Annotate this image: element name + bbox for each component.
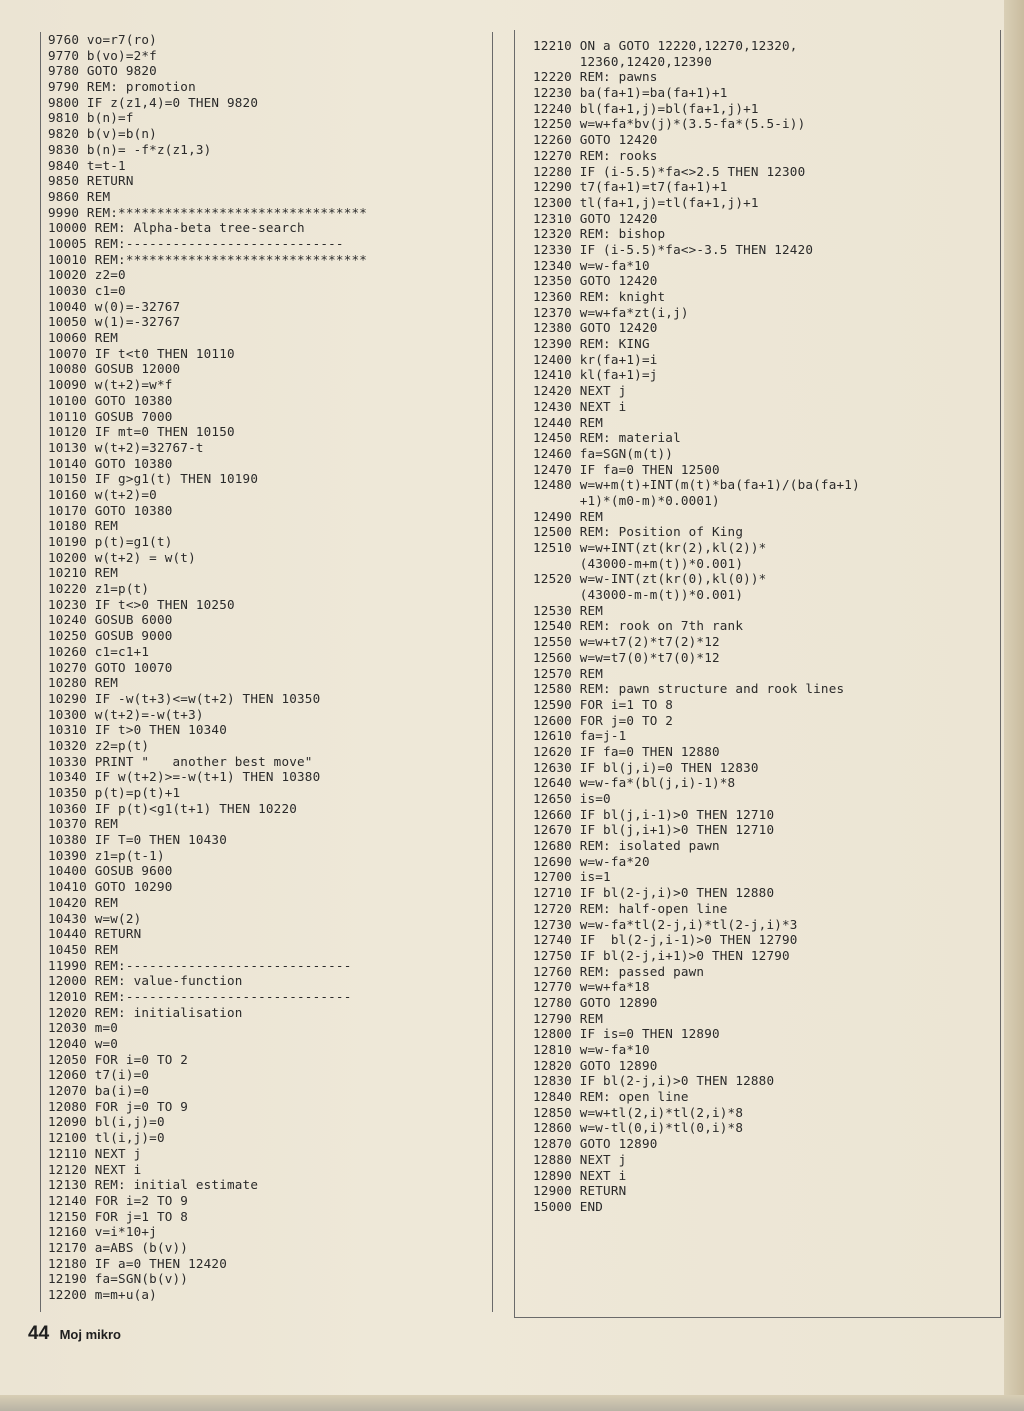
code-line: 12740 IF bl(2-j,i-1)>0 THEN 12790: [533, 932, 798, 948]
code-line: 12830 IF bl(2-j,i)>0 THEN 12880: [533, 1073, 775, 1089]
code-line: 10340 IF w(t+2)>=-w(t+1) THEN 10380: [48, 769, 321, 785]
code-line: 12230 ba(fa+1)=ba(fa+1)+1: [533, 85, 728, 101]
code-line: 12290 t7(fa+1)=t7(fa+1)+1: [533, 179, 728, 195]
code-line: 9760 vo=r7(ro): [48, 32, 157, 47]
code-line: 12040 w=0: [48, 1036, 119, 1051]
code-line: 12450 REM: material: [533, 430, 681, 446]
code-line: 12190 fa=SGN(b(v)): [48, 1271, 189, 1287]
code-line: 12310 GOTO 12420: [533, 210, 658, 226]
code-line: 9840 t=t-1: [48, 157, 126, 173]
code-line: 12270 REM: rooks: [533, 147, 658, 163]
code-line: 12620 IF fa=0 THEN 12880: [533, 743, 720, 759]
code-line: 9990 REM:********************************: [48, 204, 368, 220]
code-line: 10330 PRINT " another best move": [48, 753, 313, 769]
code-line: 10430 w=w(2): [48, 910, 142, 926]
code-line: 12510 w=w+INT(zt(kr(2),kl(2))*: [533, 540, 767, 555]
code-line: 12700 is=1: [533, 869, 611, 885]
code-line: (43000-m+m(t))*0.001): [533, 555, 744, 571]
code-line: 10160 w(t+2)=0: [48, 486, 157, 502]
code-line: 12880 NEXT j: [533, 1151, 627, 1167]
code-line: 12110 NEXT j: [48, 1145, 142, 1161]
code-line: 9780 GOTO 9820: [48, 63, 157, 79]
code-line: 12630 IF bl(j,i)=0 THEN 12830: [533, 759, 759, 775]
code-line: 12330 IF (i-5.5)*fa<>-3.5 THEN 12420: [533, 241, 814, 257]
code-line: 12800 IF is=0 THEN 12890: [533, 1026, 720, 1042]
code-line: 9850 RETURN: [48, 173, 134, 189]
code-line: 12360,12420,12390: [533, 53, 712, 69]
code-line: 10440 RETURN: [48, 926, 142, 942]
code-line: 12870 GOTO 12890: [533, 1136, 658, 1152]
right-box-bottom-line: [514, 1317, 1001, 1318]
code-line: 12240 bl(fa+1,j)=bl(fa+1,j)+1: [533, 100, 759, 116]
code-line: 9830 b(n)= -f*z(z1,3): [48, 141, 212, 157]
code-line: 12860 w=w-tl(0,i)*tl(0,i)*8: [533, 1120, 744, 1136]
code-line: 10380 IF T=0 THEN 10430: [48, 832, 227, 848]
code-line: 12890 NEXT i: [533, 1167, 627, 1183]
code-line: 12140 FOR i=2 TO 9: [48, 1192, 189, 1208]
code-line: 12090 bl(i,j)=0: [48, 1114, 165, 1130]
code-line: 12080 FOR j=0 TO 9: [48, 1098, 189, 1114]
code-line: 10005 REM:----------------------------: [48, 235, 344, 251]
code-line: 10250 GOSUB 9000: [48, 628, 173, 644]
code-line: 10300 w(t+2)=-w(t+3): [48, 706, 204, 722]
code-line: 12320 REM: bishop: [533, 226, 666, 242]
code-line: 12100 tl(i,j)=0: [48, 1130, 165, 1146]
code-line: 12550 w=w+t7(2)*t7(2)*12: [533, 634, 720, 650]
code-line: 12360 REM: knight: [533, 289, 666, 304]
code-line: 9790 REM: promotion: [48, 79, 196, 95]
code-line: 12690 w=w-fa*20: [533, 853, 650, 869]
code-line: 12340 w=w-fa*10: [533, 257, 650, 273]
code-line: 10120 IF mt=0 THEN 10150: [48, 424, 235, 440]
code-line: 10190 p(t)=g1(t): [48, 534, 173, 549]
code-line: 9860 REM: [48, 188, 111, 204]
code-line: 12440 REM: [533, 414, 604, 430]
code-line: 12600 FOR j=0 TO 2: [533, 712, 674, 728]
code-line: 10240 GOSUB 6000: [48, 612, 173, 628]
code-line: 12900 RETURN: [533, 1183, 627, 1199]
code-line: 10180 REM: [48, 518, 119, 534]
code-line: 10050 w(1)=-32767: [48, 314, 181, 330]
code-line: 12200 m=m+u(a): [48, 1287, 157, 1302]
code-line: 12540 REM: rook on 7th rank: [533, 618, 744, 634]
code-line: 12070 ba(i)=0: [48, 1083, 150, 1099]
code-line: 12180 IF a=0 THEN 12420: [48, 1255, 227, 1271]
code-line: 10350 p(t)=p(t)+1: [48, 785, 181, 800]
code-line: 9820 b(v)=b(n): [48, 126, 157, 142]
code-line: 12170 a=ABS (b(v)): [48, 1239, 189, 1255]
code-line: 12220 REM: pawns: [533, 69, 658, 85]
code-line: 12850 w=w+tl(2,i)*tl(2,i)*8: [533, 1104, 744, 1120]
page-edge-bottom: [0, 1395, 1024, 1411]
code-line: 12520 w=w-INT(zt(kr(0),kl(0))*: [533, 571, 767, 587]
listing-left-column: [48, 32, 488, 1303]
code-line: 12120 NEXT i: [48, 1161, 142, 1177]
left-border-line: [40, 32, 41, 1312]
code-line: 10020 z2=0: [48, 267, 126, 283]
code-line: 12500 REM: Position of King: [533, 524, 744, 540]
code-line: 10030 c1=0: [48, 283, 126, 298]
code-line: 12000 REM: value-function: [48, 973, 243, 989]
code-line: 12530 REM: [533, 602, 604, 618]
code-line: 10320 z2=p(t): [48, 737, 150, 753]
code-line: 12710 IF bl(2-j,i)>0 THEN 12880: [533, 885, 775, 901]
code-line: 12760 REM: passed pawn: [533, 963, 705, 979]
code-line: 10410 GOTO 10290: [48, 879, 173, 895]
code-line: 10310 IF t>0 THEN 10340: [48, 722, 227, 738]
code-line: 10000 REM: Alpha-beta tree-search: [48, 220, 305, 236]
code-line: 10150 IF g>g1(t) THEN 10190: [48, 471, 259, 487]
code-line: 12650 is=0: [533, 791, 611, 806]
code-line: 12580 REM: pawn structure and rook lines: [533, 681, 845, 697]
column-divider-line: [492, 32, 493, 1312]
code-line: 12840 REM: open line: [533, 1089, 689, 1105]
code-line: 12820 GOTO 12890: [533, 1057, 658, 1073]
code-line: 10070 IF t<t0 THEN 10110: [48, 345, 235, 361]
code-line: 10390 z1=p(t-1): [48, 847, 165, 863]
code-line: 12750 IF bl(2-j,i+1)>0 THEN 12790: [533, 947, 790, 963]
code-line: 10090 w(t+2)=w*f: [48, 377, 173, 393]
code-line: 12390 REM: KING: [533, 336, 650, 352]
code-line: 12810 w=w-fa*10: [533, 1042, 650, 1057]
code-line: 10230 IF t<>0 THEN 10250: [48, 596, 235, 612]
code-line: 12720 REM: half-open line: [533, 900, 728, 916]
code-line: 12430 NEXT i: [533, 398, 627, 414]
code-line: 12780 GOTO 12890: [533, 994, 658, 1010]
code-line: 12680 REM: isolated pawn: [533, 838, 720, 854]
code-line: 10010 REM:*******************************: [48, 251, 368, 267]
code-line: 12150 FOR j=1 TO 8: [48, 1208, 189, 1224]
code-line: 12730 w=w-fa*tl(2-j,i)*tl(2-j,i)*3: [533, 916, 798, 932]
code-line: 10210 REM: [48, 565, 119, 581]
code-line: 10270 GOTO 10070: [48, 659, 173, 675]
code-line: 10130 w(t+2)=32767-t: [48, 439, 204, 455]
code-line: 10140 GOTO 10380: [48, 455, 173, 471]
code-line: 12210 ON a GOTO 12220,12270,12320,: [533, 38, 798, 53]
code-line: 12670 IF bl(j,i+1)>0 THEN 12710: [533, 822, 775, 838]
code-line: 9800 IF z(z1,4)=0 THEN 9820: [48, 94, 259, 110]
code-line: 12130 REM: initial estimate: [48, 1177, 259, 1193]
code-line: 12660 IF bl(j,i-1)>0 THEN 12710: [533, 806, 775, 822]
code-line: 12400 kr(fa+1)=i: [533, 351, 658, 367]
code-line: 12770 w=w+fa*18: [533, 979, 650, 995]
code-line: 10170 GOTO 10380: [48, 502, 173, 518]
code-line: 10100 GOTO 10380: [48, 392, 173, 408]
code-line: 10060 REM: [48, 330, 119, 346]
code-line: 10220 z1=p(t): [48, 581, 150, 597]
listing-right-column: [533, 38, 1003, 1215]
code-line: 10400 GOSUB 9600: [48, 863, 173, 879]
code-line: 12060 t7(i)=0: [48, 1067, 150, 1083]
code-line: 10280 REM: [48, 675, 119, 691]
code-line: 12020 REM: initialisation: [48, 1004, 243, 1020]
code-line: +1)*(m0-m)*0.0001): [533, 492, 720, 508]
page-edge-right: [1004, 0, 1024, 1411]
code-line: 12250 w=w+fa*bv(j)*(3.5-fa*(5.5-i)): [533, 116, 806, 132]
code-line: 12160 v=i*10+j: [48, 1224, 157, 1240]
code-line: 12460 fa=SGN(m(t)): [533, 445, 674, 461]
code-line: 12470 IF fa=0 THEN 12500: [533, 461, 720, 477]
code-line: 12790 REM: [533, 1010, 604, 1026]
code-line: 12490 REM: [533, 508, 604, 524]
page-number: 44: [28, 1323, 50, 1344]
code-line: 12380 GOTO 12420: [533, 320, 658, 336]
code-line: 12420 NEXT j: [533, 383, 627, 399]
code-line: 12640 w=w-fa*(bl(j,i)-1)*8: [533, 775, 736, 791]
code-line: 10080 GOSUB 12000: [48, 361, 181, 377]
code-line: 12370 w=w+fa*zt(i,j): [533, 304, 689, 320]
code-line: 12560 w=w=t7(0)*t7(0)*12: [533, 649, 720, 665]
code-line: 15000 END: [533, 1198, 604, 1214]
code-line: 12300 tl(fa+1,j)=tl(fa+1,j)+1: [533, 194, 759, 210]
code-line: 12260 GOTO 12420: [533, 132, 658, 148]
code-line: 10200 w(t+2) = w(t): [48, 549, 196, 565]
code-line: 10450 REM: [48, 941, 119, 957]
code-line: 10040 w(0)=-32767: [48, 298, 181, 314]
code-line: 10360 IF p(t)<g1(t+1) THEN 10220: [48, 800, 298, 816]
code-line: 12480 w=w+m(t)+INT(m(t)*ba(fa+1)/(ba(fa+1): [533, 477, 860, 493]
code-line: 9770 b(vo)=2*f: [48, 47, 157, 63]
code-line: 12030 m=0: [48, 1020, 119, 1036]
code-line: (43000-m-m(t))*0.001): [533, 587, 744, 603]
page-footer: [28, 1323, 121, 1345]
code-line: 12350 GOTO 12420: [533, 273, 658, 289]
code-line: 12590 FOR i=1 TO 8: [533, 696, 674, 712]
code-line: 10420 REM: [48, 894, 119, 910]
code-line: 9810 b(n)=f: [48, 110, 134, 126]
code-line: 12570 REM: [533, 665, 604, 681]
magazine-name: Moj mikro: [59, 1327, 121, 1342]
code-line: 12610 fa=j-1: [533, 728, 627, 744]
code-line: 12280 IF (i-5.5)*fa<>2.5 THEN 12300: [533, 163, 806, 179]
code-line: 11990 REM:-----------------------------: [48, 957, 352, 973]
code-line: 12410 kl(fa+1)=j: [533, 367, 658, 383]
code-line: 12010 REM:-----------------------------: [48, 988, 352, 1004]
code-line: 12050 FOR i=0 TO 2: [48, 1051, 189, 1067]
code-line: 10370 REM: [48, 816, 119, 832]
code-line: 10260 c1=c1+1: [48, 643, 150, 659]
code-line: 10110 GOSUB 7000: [48, 408, 173, 424]
right-box-left-line: [514, 30, 515, 1318]
code-line: 10290 IF -w(t+3)<=w(t+2) THEN 10350: [48, 690, 321, 706]
